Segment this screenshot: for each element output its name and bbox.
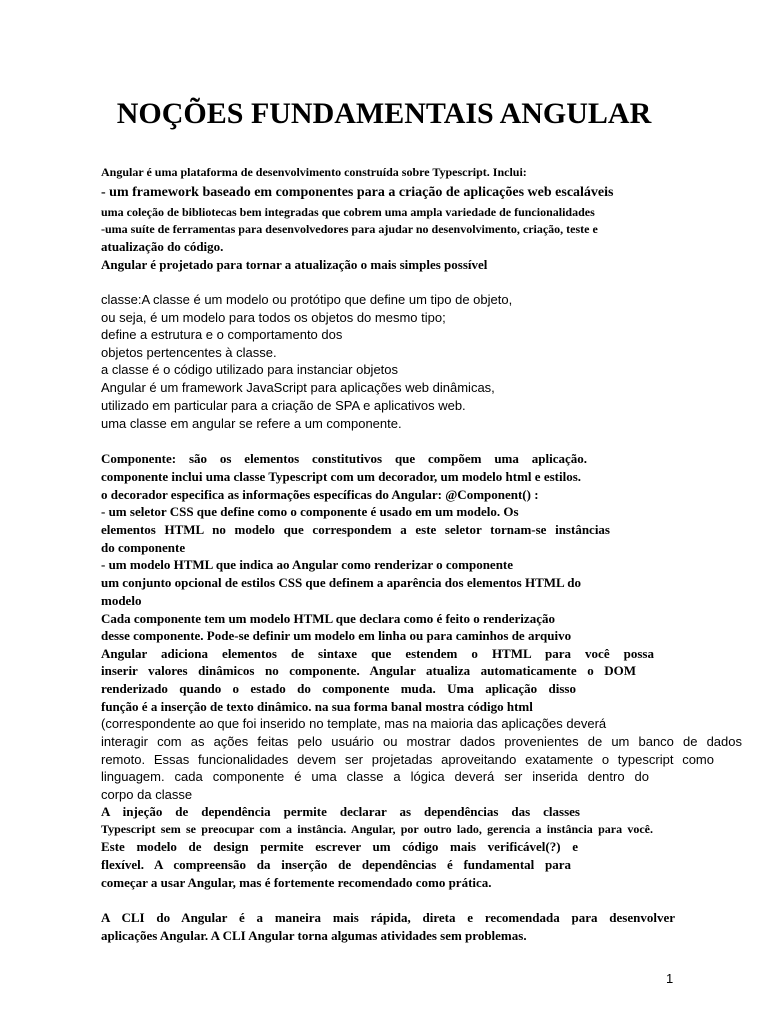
componente-line: remoto. Essas funcionalidades devem ser projetadas aproveitando exatamente o typescript como	[101, 752, 714, 767]
componente-line: interagir com as ações feitas pelo usuário ou mostrar dados provenientes de um banco de dados	[101, 734, 742, 749]
componente-line: função é a inserção de texto dinâmico. na sua forma banal mostra código html	[101, 699, 533, 714]
componente-line: modelo	[101, 593, 142, 608]
classe-line: utilizado em particular para a criação de SPA e aplicativos web.	[101, 398, 466, 413]
componente-line: (correspondente ao que foi inserido no template, mas na maioria das aplicações deverá	[101, 716, 607, 731]
injecao-line: Este modelo de design permite escrever um código mais verificável(?) e	[101, 839, 578, 854]
classe-line: ou seja, é um modelo para todos os objetos do mesmo tipo;	[101, 310, 446, 325]
classe-line: uma classe em angular se refere a um componente.	[101, 416, 402, 431]
componente-line: o decorador especifica as informações específicas do Angular: @Component() :	[101, 487, 539, 502]
componente-line: do componente	[101, 540, 186, 555]
classe-line: define a estrutura e o comportamento dos	[101, 327, 343, 342]
intro-line: atualização do código.	[101, 239, 224, 254]
injecao-line: começar a usar Angular, mas é fortemente recomendado como prática.	[101, 875, 492, 890]
componente-line: Angular adiciona elementos de sintaxe que estendem o HTML para você possa	[101, 646, 654, 661]
classe-line: objetos pertencentes à classe.	[101, 345, 277, 360]
intro-line: uma coleção de bibliotecas bem integradas que cobrem uma ampla variedade de funcionalidades	[101, 205, 595, 219]
componente-line: - um seletor CSS que define como o componente é usado em um modelo. Os	[101, 504, 519, 519]
intro-line: Angular é uma plataforma de desenvolvimento construída sobre Typescript. Inclui:	[101, 165, 527, 179]
document-title: NOÇÕES FUNDAMENTAIS ANGULAR	[116, 97, 652, 130]
componente-line: linguagem. cada componente é uma classe a lógica deverá ser inserida dentro do	[101, 769, 649, 784]
cli-line: aplicações Angular. A CLI Angular torna algumas atividades sem problemas.	[101, 928, 527, 943]
classe-line: classe:A classe é um modelo ou protótipo que define um tipo de objeto,	[101, 292, 513, 307]
classe-line: a classe é o código utilizado para instanciar objetos	[101, 362, 399, 377]
classe-line: Angular é um framework JavaScript para aplicações web dinâmicas,	[101, 380, 495, 395]
componente-line: corpo da classe	[101, 787, 193, 802]
componente-line: - um modelo HTML que indica ao Angular como renderizar o componente	[101, 557, 514, 572]
intro-line: Angular é projetado para tornar a atualização o mais simples possível	[101, 257, 488, 272]
injecao-line: Typescript sem se preocupar com a instância. Angular, por outro lado, gerencia a instância para você.	[101, 822, 653, 836]
componente-line: componente inclui uma classe Typescript com um decorador, um modelo html e estilos.	[101, 469, 582, 484]
page-number: 1	[666, 971, 674, 986]
componente-line: Cada componente tem um modelo HTML que declara como é feito o renderização	[101, 611, 555, 626]
componente-line: inserir valores dinâmicos no componente. Angular atualiza automaticamente o DOM	[101, 663, 636, 678]
injecao-line: flexível. A compreensão da inserção de dependências é fundamental para	[101, 857, 571, 872]
injecao-line: A injeção de dependência permite declarar as dependências das classes	[101, 804, 580, 819]
componente-line: renderizado quando o estado do componente muda. Uma aplicação disso	[101, 681, 576, 696]
componente-line: um conjunto opcional de estilos CSS que definem a aparência dos elementos HTML do	[101, 575, 581, 590]
componente-line: elementos HTML no modelo que correspondem a este seletor tornam-se instâncias	[101, 522, 610, 537]
cli-line: A CLI do Angular é a maneira mais rápida, direta e recomendada para desenvolver	[101, 910, 675, 925]
componente-line: desse componente. Pode-se definir um modelo em linha ou para caminhos de arquivo	[101, 628, 572, 643]
componente-line: Componente: são os elementos constitutivos que compõem uma aplicação.	[101, 451, 587, 466]
intro-line: - um framework baseado em componentes para a criação de aplicações web escaláveis	[101, 185, 614, 200]
intro-line: -uma suíte de ferramentas para desenvolvedores para ajudar no desenvolvimento, criação, teste e	[101, 222, 598, 236]
